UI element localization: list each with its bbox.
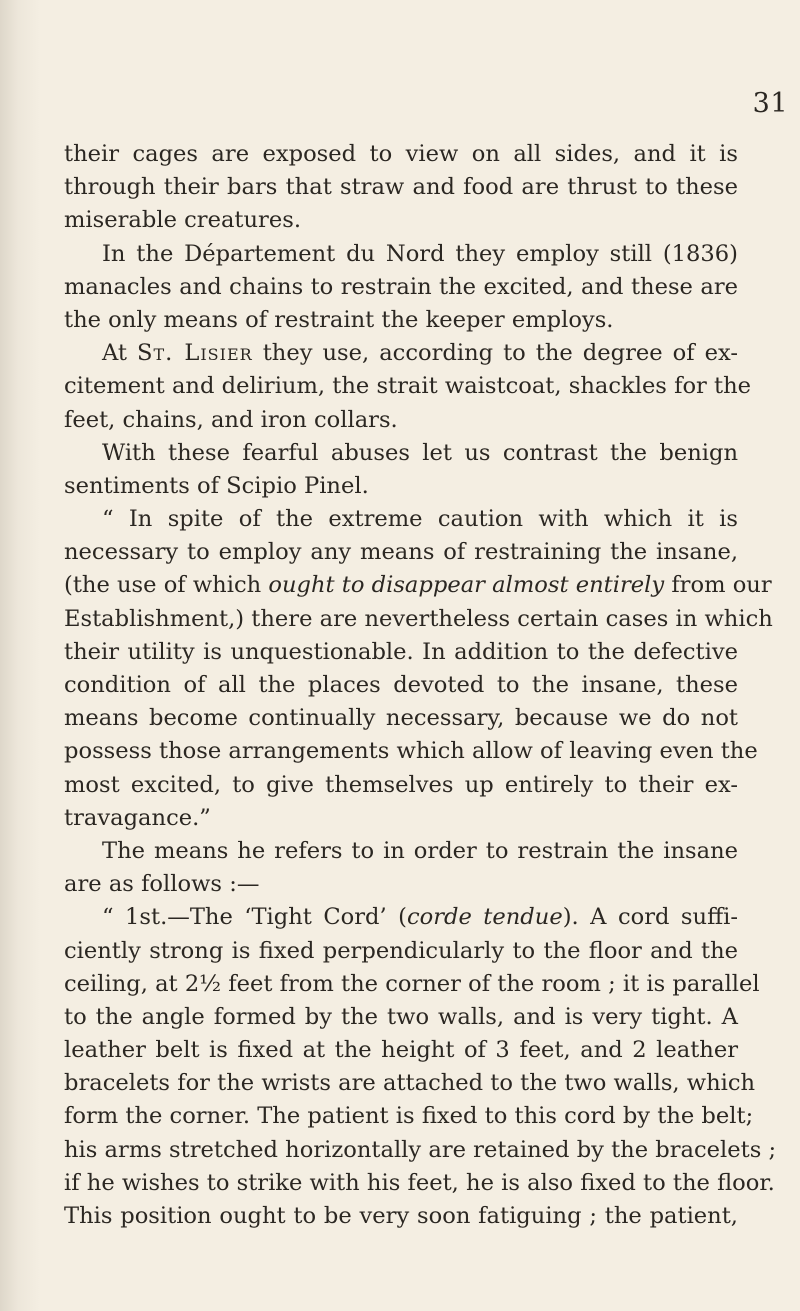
text-line: Establishment,) there are nevertheless certain cases in which <box>64 605 773 632</box>
text-line <box>64 901 738 934</box>
text-line: feet, chains, and iron collars. <box>64 406 398 433</box>
text-line: are as follows :— <box>64 871 260 898</box>
text-segment: ). A cord suffi- <box>562 904 738 931</box>
text-line: bracelets for the wrists are attached to the two walls, which <box>64 1070 756 1097</box>
text-segment: “ 1st.—The ‘Tight Cord’ ( <box>102 904 407 931</box>
text-line: condition of all the places devoted to the insane, these <box>64 672 738 698</box>
text-line: miserable creatures. <box>64 207 302 234</box>
text-line: In the Département du Nord they employ still (1836) <box>102 240 738 267</box>
text-line: to the angle formed by the two walls, and is very tight. A <box>64 1003 738 1030</box>
page-number: 31 <box>752 88 788 119</box>
text-line: possess those arrangements which allow of leaving even the <box>64 738 758 765</box>
text-line: “ In spite of the extreme caution with which it is <box>102 506 738 533</box>
text-segment: they use, according to the degree of ex- <box>252 340 738 367</box>
text-line: ceiling, at 2½ feet from the corner of the room ; it is parallel <box>64 970 760 997</box>
italic-text: ought to disappear almost entirely <box>268 572 665 599</box>
text-line: through their bars that straw and food are thrust to these <box>64 174 738 201</box>
text-line: travagance.” <box>64 804 211 831</box>
text-line: form the corner. The patient is fixed to this cord by the belt; <box>64 1103 754 1130</box>
text-line: necessary to employ any means of restraining the insane, <box>64 539 738 566</box>
text-line: ciently strong is fixed perpendicularly to the floor and the <box>64 937 738 964</box>
text-line: the only means of restraint the keeper employs. <box>64 306 614 333</box>
text-line: most excited, to give themselves up entirely to their ex- <box>64 771 738 798</box>
text-line <box>64 337 738 370</box>
text-segment: from our <box>664 572 772 599</box>
text-line: sentiments of Scipio Pinel. <box>64 472 369 499</box>
text-line: manacles and chains to restrain the excited, and these are <box>64 273 738 300</box>
text-line: leather belt is fixed at the height of 3 feet, and 2 leather <box>64 1037 738 1064</box>
text-line: The means he refers to in order to restrain the insane <box>102 837 738 864</box>
text-line <box>64 569 772 602</box>
body-text <box>64 138 777 1233</box>
text-line: means become continually necessary, because we do not <box>64 705 738 732</box>
text-line: if he wishes to strike with his feet, he is also fixed to the floor. <box>64 1169 775 1196</box>
text-line: their cages are exposed to view on all sides, and it is <box>64 141 738 167</box>
text-line: With these fearful abuses let us contrast the benign <box>102 439 738 466</box>
small-caps-text: St. Lisier <box>137 340 253 367</box>
text-segment: At <box>102 340 138 367</box>
italic-text: corde tendue <box>406 904 563 931</box>
text-segment: (the use of which <box>64 572 269 599</box>
text-line: their utility is unquestionable. In addition to the defective <box>64 638 738 665</box>
text-line: citement and delirium, the strait waistcoat, shackles for the <box>64 373 752 400</box>
text-line: his arms stretched horizontally are retained by the bracelets ; <box>64 1136 777 1163</box>
text-line: This position ought to be very soon fatiguing ; the patient, <box>64 1203 738 1229</box>
